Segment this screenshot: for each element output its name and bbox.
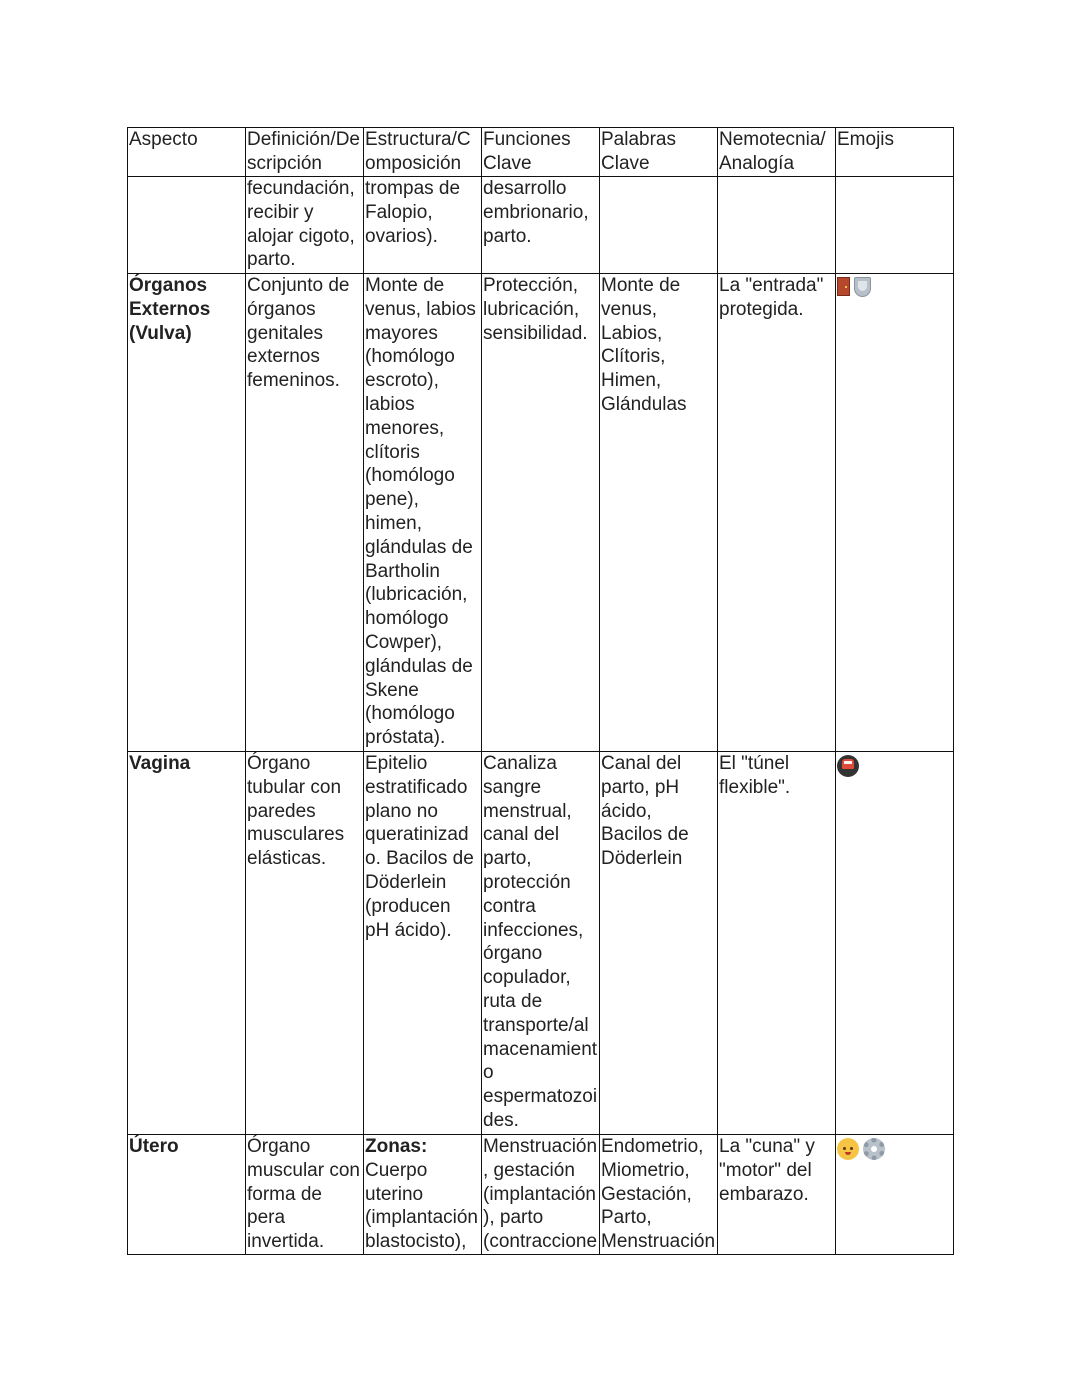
header-funciones: Funciones Clave: [482, 128, 600, 177]
cell-keywords: Monte de venus, Labios, Clítoris, Himen, Glándulas: [600, 274, 718, 752]
cell-aspect: Útero: [128, 1135, 246, 1255]
cell-emojis: [836, 274, 954, 752]
cell-aspect: Vagina: [128, 752, 246, 1135]
cell-keywords: [600, 177, 718, 274]
table-header-row: [128, 128, 954, 177]
cell-functions: desarrollo embrionario, parto.: [482, 177, 600, 274]
header-definicion: Definición/De scripción: [246, 128, 364, 177]
cell-keywords: Endometrio, Miometrio, Gestación, Parto, Menstruación: [600, 1135, 718, 1255]
cell-structure: [364, 1135, 482, 1255]
cell-structure: Monte de venus, labios mayores (homólogo escroto), labios menores, clítoris (homólogo pene), himen, glándulas de Bartholin (lubricación, homólogo Cowper), glándulas de Skene (homólogo próstata).: [364, 274, 482, 752]
header-emojis: Emojis: [836, 128, 954, 177]
cell-emojis: [836, 752, 954, 1135]
cell-emojis: [836, 1135, 954, 1255]
table-row: [128, 274, 954, 752]
header-estructura: Estructura/C omposición: [364, 128, 482, 177]
table-row: [128, 1135, 954, 1255]
cell-emojis: [836, 177, 954, 274]
gear-icon: [863, 1138, 885, 1160]
cell-functions: Protección, lubricación, sensibilidad.: [482, 274, 600, 752]
shield-icon: [854, 277, 871, 297]
cell-definition: Órgano muscular con forma de pera invertida.: [246, 1135, 364, 1255]
cell-definition: fecundación, recibir y alojar cigoto, parto.: [246, 177, 364, 274]
header-nemotecnia: Nemotecnia/ Analogía: [718, 128, 836, 177]
header-aspecto: Aspecto: [128, 128, 246, 177]
cell-keywords: Canal del parto, pH ácido, Bacilos de Döderlein: [600, 752, 718, 1135]
metro-icon: [837, 755, 859, 777]
table-row: [128, 177, 954, 274]
door-icon: [837, 277, 850, 296]
baby-icon: [837, 1138, 859, 1160]
cell-functions: Menstruación , gestación (implantación ), parto (contraccione: [482, 1135, 600, 1255]
table-row: [128, 752, 954, 1135]
cell-mnemonic: El "túnel flexible".: [718, 752, 836, 1135]
content-table: [127, 127, 954, 1255]
cell-functions: Canaliza sangre menstrual, canal del parto, protección contra infecciones, órgano copulador, ruta de transporte/al macenamient o espermatozoi des.: [482, 752, 600, 1135]
cell-definition: Órgano tubular con paredes musculares elásticas.: [246, 752, 364, 1135]
cell-structure: Epitelio estratificado plano no queratinizad o. Bacilos de Döderlein (producen pH ácido).: [364, 752, 482, 1135]
cell-mnemonic: [718, 177, 836, 274]
cell-structure: trompas de Falopio, ovarios).: [364, 177, 482, 274]
structure-text: Cuerpo uterino (implantación blastocisto),: [365, 1159, 478, 1253]
cell-aspect: [128, 177, 246, 274]
cell-mnemonic: La "entrada" protegida.: [718, 274, 836, 752]
header-palabras: Palabras Clave: [600, 128, 718, 177]
cell-definition: Conjunto de órganos genitales externos femeninos.: [246, 274, 364, 752]
structure-zones-label: Zonas:: [365, 1136, 428, 1157]
cell-aspect: Órganos Externos (Vulva): [128, 274, 246, 752]
cell-mnemonic: La "cuna" y "motor" del embarazo.: [718, 1135, 836, 1255]
